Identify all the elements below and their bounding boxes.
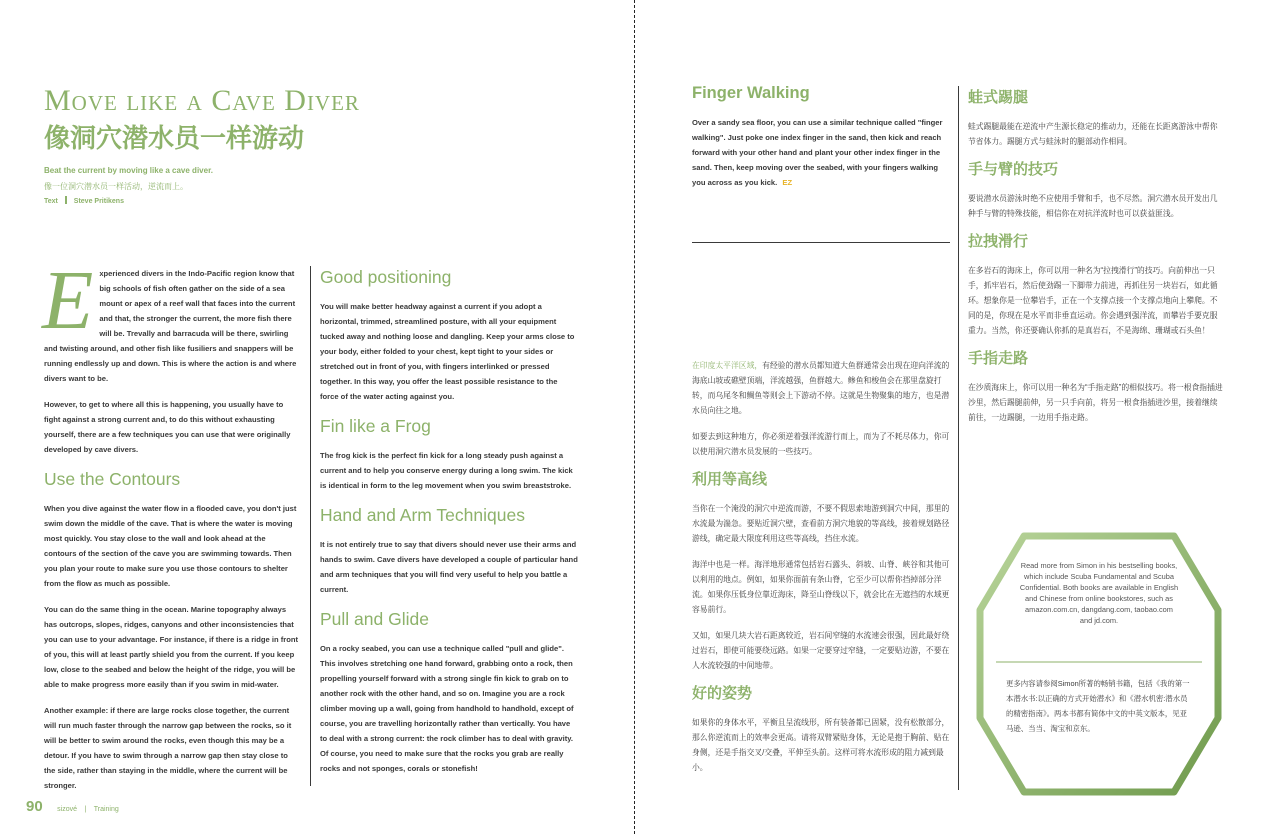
byline-label: Text <box>44 198 58 205</box>
heading-use-the-contours: Use the Contours <box>44 469 181 489</box>
footer-magazine: sizové <box>57 806 77 813</box>
zh-intro-paragraph-1 <box>692 358 950 418</box>
frog-paragraph: The frog kick is the perfect fin kick for a long steady push against a current and to help you conserve energy during a long swim. The kick is identical in form to the leg movement when you swim breaststroke. <box>320 451 573 490</box>
positioning-paragraph: You will make better headway against a current if you adopt a horizontal, trimmed, streamlined posture, with all your equipment tucked away and nothing loose and dangling. Keep your arms close to your body, either folded to your chest, kept tight to your sides or stretched out in front of you, with fingers interlinked or pressed together. In this way, you offer the least possible resistance to the force of the water acting against you. <box>320 302 575 401</box>
heading-zh-frog: 蛙式踢腿 <box>968 89 1029 106</box>
footer-separator: | <box>84 806 87 813</box>
contours-paragraph-1: When you dive against the water flow in a flooded cave, you don't just swim down the middle of the cave. That is where the water is moving most quickly. You stay close to the wall and look ahead at the contours of the section of the cave you are swimming towards. Then you plan your route to make sure you use those contours to shelter from the flow as much as possible. <box>44 504 297 588</box>
drop-cap: E <box>42 254 94 347</box>
right-column-1-rule <box>692 242 950 243</box>
heading-zh-position: 好的姿势 <box>692 685 753 702</box>
left-column-2 <box>320 266 578 787</box>
standfirst-zh: 像一位洞穴潜水员一样活动，逆流而上。 <box>44 182 188 191</box>
standfirst-en: Beat the current by moving like a cave diver. <box>44 166 213 175</box>
intro-paragraph-2: However, to get to where all this is happening, you usually have to fight against a strong current and, to do this without exhausting yourself, there are a few techniques you can use that were originally developed by cave divers. <box>44 400 291 454</box>
finger-paragraph <box>692 115 950 190</box>
right-column-1 <box>692 82 950 201</box>
callout-text-zh: 更多内容请参阅Simon所著的畅销书籍，包括《我的第一本潜水书:以正确的方式开始潜水》和《潜水机密:潜水员的精密指南》。两本书都有简体中文的中英文版本，见亚马逊、当当、淘宝和京东。 <box>1006 679 1190 733</box>
right-column-1-zh <box>692 358 950 786</box>
zh-intro-lead: 在印度太平洋区域， <box>692 361 763 370</box>
page-footer <box>26 798 119 816</box>
right-column-2 <box>968 88 1224 436</box>
heading-zh-finger: 手指走路 <box>968 350 1029 367</box>
end-mark: EZ <box>782 178 793 187</box>
zh-finger-paragraph: 在沙质海床上，你可以用一种名为“手指走路”的相似技巧。将一根食指插进沙里，然后踢腿前伸，另一只手向前，将另一根食指插进沙里，接着继续前往，一边踢腿，一边用手指走路。 <box>968 383 1223 422</box>
zh-position-paragraph: 如果你的身体水平，平衡且呈流线形，所有装备都已固紧，没有松散部分，那么你逆流而上的效率会更高。请将双臂紧贴身体，无论是抱于胸前、贴在身侧，还是手指交叉/交叠，平伸至头前。这样可将水流形成的阻力减到最小。 <box>692 718 950 772</box>
heading-zh-pull: 拉拽滑行 <box>968 233 1029 250</box>
article-title-zh: 像洞穴潜水员一样游动 <box>44 124 305 154</box>
hand-paragraph: It is not entirely true to say that divers should never use their arms and hands to swim. Cave divers have developed a couple of particular hand and arm techniques that you will find very useful to help you battle a current. <box>320 540 578 594</box>
heading-pull-and-glide: Pull and Glide <box>320 609 429 629</box>
zh-hand-paragraph: 要说潜水员游泳时绝不应使用手臂和手，也不尽然。洞穴潜水员开发出几种手与臂的特殊技能，相信你在对抗洋流时也可以获益匪浅。 <box>968 194 1218 218</box>
right-column-rule <box>958 86 959 790</box>
finger-paragraph-text: Over a sandy sea floor, you can use a similar technique called "finger walking". Just poke one index finger in the sand, then kick and reach forward with your other hand and plant your other index finger in the sand. Then, keep moving over the seabed, with your fingers walking you across as you kick. <box>692 118 943 187</box>
heading-zh-hand: 手与臂的技巧 <box>968 161 1059 178</box>
byline-bar <box>65 196 67 204</box>
heading-good-positioning: Good positioning <box>320 267 452 287</box>
heading-finger-walking: Finger Walking <box>692 84 810 102</box>
contours-paragraph-3: Another example: if there are large rocks close together, the current will run much faster through the narrow gap between the rocks, so it will be better to swim around the rocks, even though this may be a detour. If you have to swim through a narrow gap then stay close to the side, rather than staying in the middle, where the current will be stronger. <box>44 706 292 790</box>
left-column-1 <box>42 254 300 804</box>
article-title-en: Move like a Cave Diver <box>44 84 360 117</box>
heading-hand-and-arm: Hand and Arm Techniques <box>320 505 525 525</box>
callout-text-en: Read more from Simon in his bestselling books, which include Scuba Fundamental and Scuba Confidential. Both books are available in English and Chinese from online bookstores, such as amazon.com.cn, dangdang.com, taobao.com and jd.com. <box>1019 561 1179 625</box>
byline <box>44 196 124 205</box>
intro-paragraph-1: xperienced divers in the Indo-Pacific region know that big schools of fish often gather on the side of a sea mount or apex of a reef wall that faces into the current and that, the stronger the current, the more fish there will be. Trevally and barracuda will be there, swirling and twisting around, and other fish like fusiliers and snappers will be running endlessly up and down. This is where the action is and where divers want to be. <box>44 269 297 383</box>
heading-fin-like-a-frog: Fin like a Frog <box>320 416 431 436</box>
zh-contours-paragraph-2: 海洋中也是一样。海洋地形通常包括岩石露头、斜坡、山脊、峡谷和其他可以利用的地点。例如，如果你面前有条山脊，它至少可以帮你挡掉部分洋流。如果你压低身位靠近海床，降至山脊线以下，就会比在无遮挡的水域更容易前行。 <box>692 560 950 614</box>
zh-contours-paragraph-1: 当你在一个淹没的洞穴中逆流而游，不要不假思索地游到洞穴中间，那里的水流最为湍急。要贴近洞穴壁，查看前方洞穴地貌的等高线，接着规划路径游线，确定最大限度利用这些等高线，挡住水流。 <box>692 504 950 543</box>
book-callout <box>976 530 1222 798</box>
pull-paragraph: On a rocky seabed, you can use a technique called "pull and glide". This involves stretching one hand forward, grabbing onto a rock, then propelling yourself forward with a strong single fin kick to grab on to another rock with the other hand, and so on. Imagine you are a rock climber moving up a wall, going from handhold to handhold, except of course, you are travelling horizontally rather than vertically. You have to deal with a strong current: the rock climber has to deal with gravity. Of course, you need to make sure that the rocks you grab are really rocks and not sponges, corals or stonefish! <box>320 644 574 773</box>
footer-section: Training <box>93 806 119 813</box>
zh-frog-paragraph: 蛙式踢腿最能在逆流中产生源长稳定的推动力，还能在长距离游泳中帮你节省体力。踢腿方式与蛙泳时的腿部动作相同。 <box>968 122 1218 146</box>
spread-fold-line <box>634 0 635 834</box>
zh-contours-paragraph-3: 又如，如果几块大岩石距离较近，岩石间窄缝的水流速会很强，因此最好绕过岩石，即使可能要绕远路。如果一定要穿过窄缝，一定要贴边游，不要在人水流较强的中间地带。 <box>692 631 950 670</box>
right-page <box>636 0 1267 834</box>
left-column-rule <box>310 266 311 786</box>
contours-paragraph-2: You can do the same thing in the ocean. Marine topography always has outcrops, slopes, ridges, canyons and other inconsistencies that you can use to your advantage. For instance, if there is a ridge in front of you, this will at least partly shield you from the current. If you keep low, close to the seabed and below the height of the ridge, you will be able to make progress more easily than if you swim in mid-water. <box>44 605 299 689</box>
zh-intro-text: 有经验的潜水员都知道大鱼群通常会出现在迎向洋流的海底山坡或礁壁顶端，洋流越强，鱼群越大。鲹鱼和梭鱼会在那里盘旋打转，而乌尾冬和鲷鱼等则会上下游动不停。这就是生物聚集的地方，也是潜水员向往之地。 <box>692 361 950 415</box>
zh-pull-paragraph: 在多岩石的海床上，你可以用一种名为“拉拽滑行”的技巧。向前伸出一只手，抓牢岩石，然后使劲踢一下脚带力前进，再抓住另一块岩石，如此循环。想象你是一位攀岩手，正在一个支撑点接一个支撑点地向上攀爬。不同的是，你现在是水平而非垂直运动。你会遇到强洋流，而攀岩手要克服重力。当然，你还要确认你抓的是真岩石，不是海绵、珊瑚或石头鱼！ <box>968 266 1218 335</box>
page-number: 90 <box>26 798 43 815</box>
byline-author: Steve Pritikens <box>73 198 124 205</box>
heading-zh-contours: 利用等高线 <box>692 471 768 488</box>
left-page <box>0 0 633 834</box>
zh-intro-paragraph-2: 如要去到这种地方，你必须逆着强洋流游行而上，而为了不耗尽体力，你可以使用洞穴潜水员发展的一些技巧。 <box>692 432 950 456</box>
